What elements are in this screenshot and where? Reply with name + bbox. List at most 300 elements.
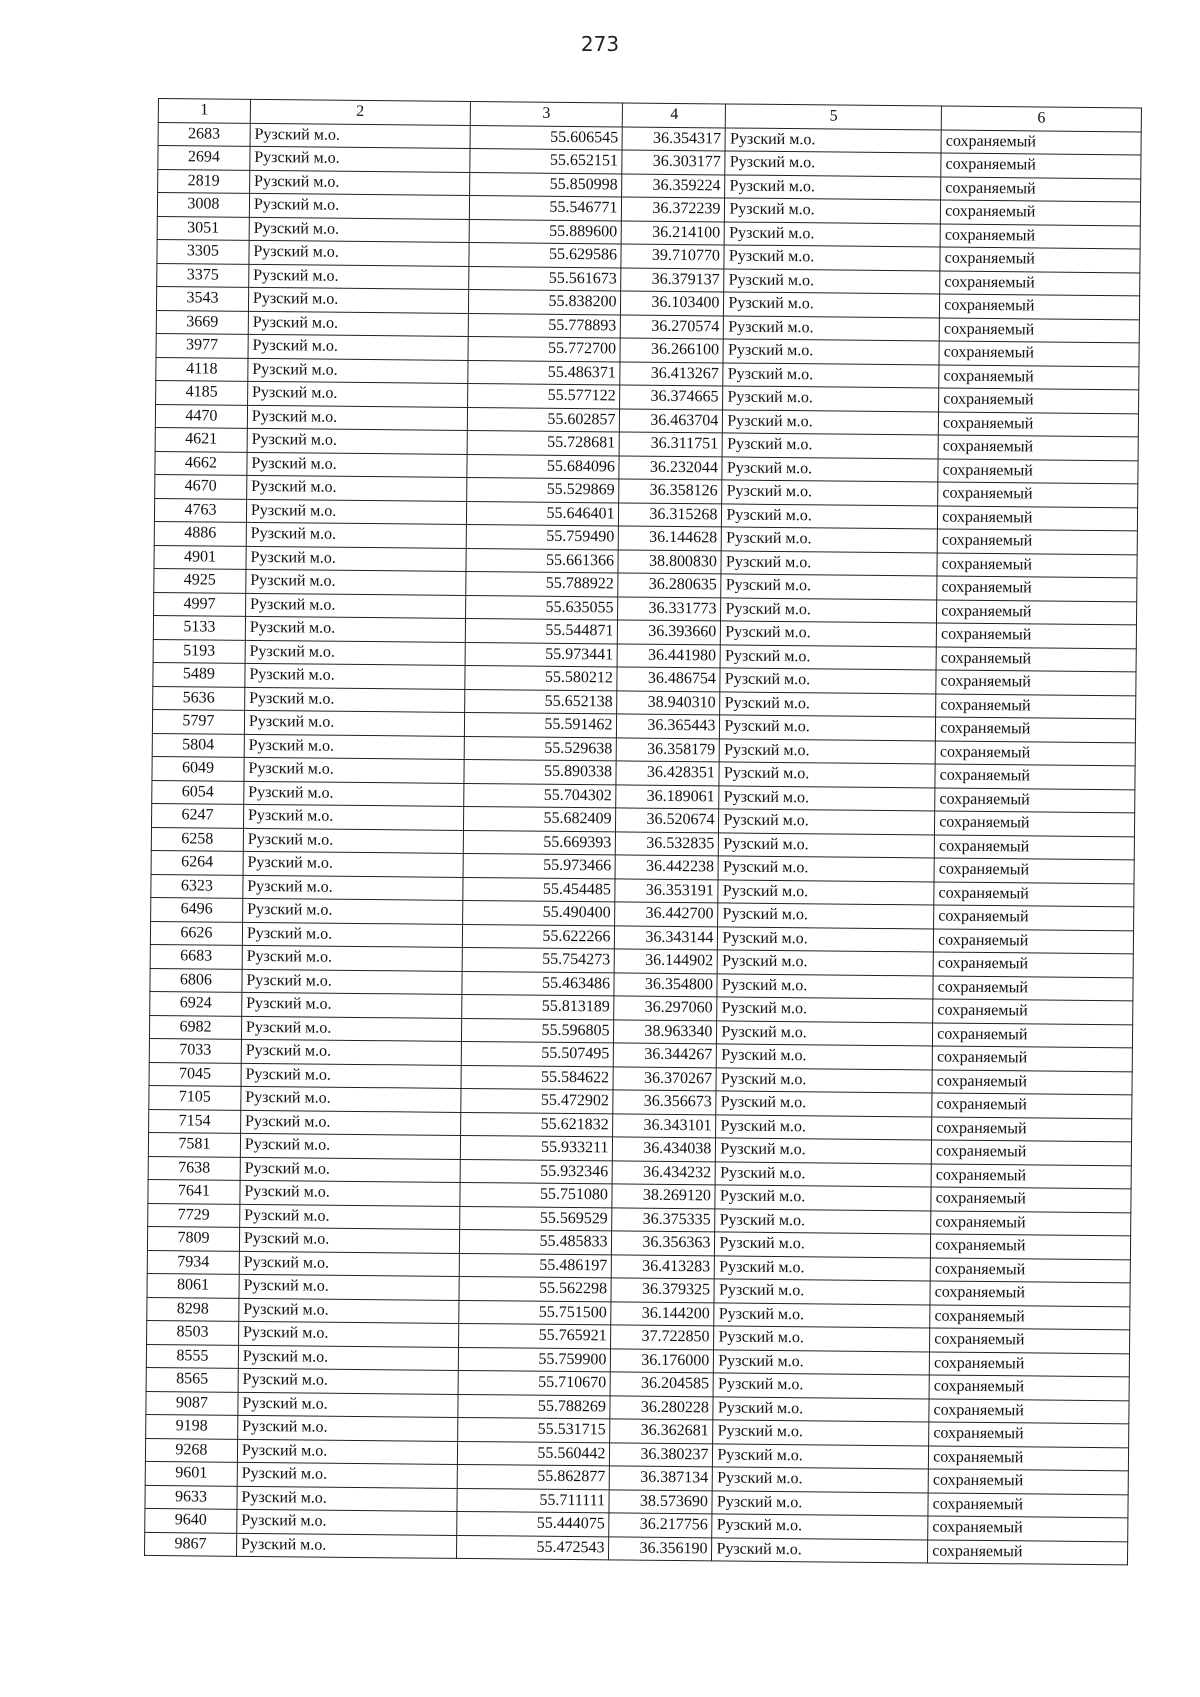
status-cell: сохраняемый [941, 130, 1141, 155]
object-number-cell: 6982 [149, 1015, 241, 1039]
municipality-cell: Рузский м.о. [239, 1227, 459, 1253]
latitude-cell: 55.933211 [460, 1135, 613, 1160]
location-cell: Рузский м.о. [723, 386, 939, 412]
object-number-cell: 9640 [145, 1508, 237, 1532]
page-number: 273 [580, 32, 620, 56]
latitude-cell: 55.759900 [458, 1347, 611, 1372]
object-number-cell: 7638 [148, 1156, 240, 1180]
location-cell: Рузский м.о. [715, 1255, 931, 1281]
latitude-cell: 55.463486 [462, 971, 615, 996]
location-cell: Рузский м.о. [720, 715, 936, 741]
latitude-cell: 55.772700 [468, 336, 621, 361]
longitude-cell: 36.331773 [618, 596, 721, 620]
longitude-cell: 37.722850 [611, 1325, 714, 1349]
longitude-cell: 36.393660 [618, 620, 721, 644]
longitude-cell: 36.486754 [617, 667, 720, 691]
status-cell: сохраняемый [939, 341, 1139, 366]
longitude-cell: 36.344267 [614, 1043, 717, 1067]
location-cell: Рузский м.о. [721, 621, 937, 647]
status-cell: сохраняемый [935, 811, 1135, 836]
municipality-cell: Рузский м.о. [237, 1486, 457, 1512]
location-cell: Рузский м.о. [712, 1490, 928, 1516]
object-number-cell: 3977 [156, 333, 248, 357]
municipality-cell: Рузский м.о. [244, 710, 464, 736]
latitude-cell: 55.486371 [467, 360, 620, 385]
location-cell: Рузский м.о. [714, 1349, 930, 1375]
location-cell: Рузский м.о. [722, 433, 938, 459]
status-cell: сохраняемый [931, 1163, 1131, 1188]
municipality-cell: Рузский м.о. [242, 898, 462, 924]
municipality-cell: Рузский м.о. [242, 945, 462, 971]
object-number-cell: 7809 [147, 1226, 239, 1250]
longitude-cell: 38.940310 [617, 690, 720, 714]
municipality-cell: Рузский м.о. [246, 546, 466, 572]
longitude-cell: 36.280228 [610, 1395, 713, 1419]
location-cell: Рузский м.о. [721, 574, 937, 600]
object-number-cell: 4763 [154, 498, 246, 522]
municipality-cell: Рузский м.о. [244, 757, 464, 783]
longitude-cell: 39.710770 [621, 244, 724, 268]
location-cell: Рузский м.о. [722, 503, 938, 529]
municipality-cell: Рузский м.о. [236, 1533, 456, 1559]
longitude-cell: 36.520674 [616, 808, 719, 832]
longitude-cell: 36.463704 [620, 408, 723, 432]
status-cell: сохраняемый [941, 177, 1141, 202]
object-number-cell: 2819 [158, 169, 250, 193]
object-number-cell: 4662 [155, 451, 247, 475]
latitude-cell: 55.652138 [464, 689, 617, 714]
longitude-cell: 38.573690 [609, 1489, 712, 1513]
latitude-cell: 55.490400 [462, 900, 615, 925]
location-cell: Рузский м.о. [725, 127, 941, 153]
latitude-cell: 55.788269 [457, 1394, 610, 1419]
location-cell: Рузский м.о. [719, 785, 935, 811]
status-cell: сохраняемый [929, 1375, 1129, 1400]
object-number-cell: 6258 [151, 827, 243, 851]
location-cell: Рузский м.о. [719, 762, 935, 788]
status-cell: сохраняемый [930, 1281, 1130, 1306]
object-number-cell: 6924 [150, 991, 242, 1015]
location-cell: Рузский м.о. [717, 997, 933, 1023]
municipality-cell: Рузский м.о. [237, 1439, 457, 1465]
latitude-cell: 55.788922 [465, 571, 618, 596]
municipality-cell: Рузский м.о. [239, 1251, 459, 1277]
status-cell: сохраняемый [933, 1022, 1133, 1047]
status-cell: сохраняемый [928, 1539, 1128, 1564]
longitude-cell: 36.370267 [613, 1066, 716, 1090]
municipality-cell: Рузский м.о. [240, 1204, 460, 1230]
status-cell: сохраняемый [937, 576, 1137, 601]
municipality-cell: Рузский м.о. [240, 1157, 460, 1183]
municipality-cell: Рузский м.о. [238, 1368, 458, 1394]
status-cell: сохраняемый [936, 717, 1136, 742]
location-cell: Рузский м.о. [724, 268, 940, 294]
municipality-cell: Рузский м.о. [245, 593, 465, 619]
object-number-cell: 7641 [148, 1179, 240, 1203]
status-cell: сохраняемый [935, 787, 1135, 812]
longitude-cell: 36.356363 [612, 1231, 715, 1255]
municipality-cell: Рузский м.о. [245, 640, 465, 666]
location-cell: Рузский м.о. [722, 480, 938, 506]
latitude-cell: 55.486197 [459, 1253, 612, 1278]
latitude-cell: 55.669393 [463, 830, 616, 855]
latitude-cell: 55.778893 [468, 313, 621, 338]
status-cell: сохраняемый [930, 1304, 1130, 1329]
longitude-cell: 38.963340 [614, 1019, 717, 1043]
longitude-cell: 36.144628 [619, 526, 722, 550]
object-number-cell: 5193 [153, 639, 245, 663]
latitude-cell: 55.710670 [458, 1370, 611, 1395]
municipality-cell: Рузский м.о. [249, 193, 469, 219]
object-number-cell: 9633 [145, 1485, 237, 1509]
longitude-cell: 36.303177 [622, 150, 725, 174]
municipality-cell: Рузский м.о. [238, 1345, 458, 1371]
longitude-cell: 36.144200 [611, 1301, 714, 1325]
municipality-cell: Рузский м.о. [238, 1321, 458, 1347]
longitude-cell: 36.214100 [622, 220, 725, 244]
longitude-cell: 36.343101 [613, 1113, 716, 1137]
status-cell: сохраняемый [940, 200, 1140, 225]
municipality-cell: Рузский м.о. [245, 687, 465, 713]
location-cell: Рузский м.о. [725, 221, 941, 247]
latitude-cell: 55.591462 [464, 712, 617, 737]
municipality-cell: Рузский м.о. [237, 1462, 457, 1488]
latitude-cell: 55.621832 [460, 1112, 613, 1137]
location-cell: Рузский м.о. [725, 174, 941, 200]
longitude-cell: 36.356673 [613, 1090, 716, 1114]
status-cell: сохраняемый [930, 1257, 1130, 1282]
object-number-cell: 5636 [153, 686, 245, 710]
status-cell: сохраняемый [931, 1140, 1131, 1165]
longitude-cell: 36.353191 [615, 878, 718, 902]
status-cell: сохраняемый [938, 506, 1138, 531]
object-number-cell: 4925 [154, 568, 246, 592]
column-header-2: 2 [250, 99, 470, 125]
status-cell: сохраняемый [938, 435, 1138, 460]
status-cell: сохраняемый [935, 740, 1135, 765]
municipality-cell: Рузский м.о. [240, 1180, 460, 1206]
location-cell: Рузский м.о. [714, 1279, 930, 1305]
municipality-cell: Рузский м.о. [243, 828, 463, 854]
latitude-cell: 55.932346 [460, 1159, 613, 1184]
object-number-cell: 9867 [145, 1532, 237, 1556]
location-cell: Рузский м.о. [718, 879, 934, 905]
longitude-cell: 36.204585 [611, 1372, 714, 1396]
object-number-cell: 8061 [147, 1273, 239, 1297]
location-cell: Рузский м.о. [717, 1020, 933, 1046]
status-cell: сохраняемый [937, 553, 1137, 578]
location-cell: Рузский м.о. [716, 1091, 932, 1117]
location-cell: Рузский м.о. [719, 809, 935, 835]
status-cell: сохраняемый [928, 1469, 1128, 1494]
location-cell: Рузский м.о. [714, 1326, 930, 1352]
latitude-cell: 55.973441 [465, 642, 618, 667]
municipality-cell: Рузский м.о. [243, 804, 463, 830]
object-number-cell: 9601 [145, 1461, 237, 1485]
object-number-cell: 4118 [156, 357, 248, 381]
location-cell: Рузский м.о. [724, 292, 940, 318]
status-cell: сохраняемый [934, 881, 1134, 906]
municipality-cell: Рузский м.о. [240, 1133, 460, 1159]
status-cell: сохраняемый [931, 1210, 1131, 1235]
municipality-cell: Рузский м.о. [238, 1392, 458, 1418]
status-cell: сохраняемый [929, 1445, 1129, 1470]
municipality-cell: Рузский м.о. [248, 358, 468, 384]
longitude-cell: 36.354800 [614, 972, 717, 996]
longitude-cell: 36.232044 [619, 455, 722, 479]
municipality-cell: Рузский м.о. [246, 569, 466, 595]
longitude-cell: 36.354317 [622, 126, 725, 150]
object-number-cell: 2683 [158, 122, 250, 146]
status-cell: сохраняемый [940, 271, 1140, 296]
location-cell: Рузский м.о. [713, 1396, 929, 1422]
object-number-cell: 4621 [155, 427, 247, 451]
object-number-cell: 5797 [152, 709, 244, 733]
municipality-cell: Рузский м.о. [242, 922, 462, 948]
object-number-cell: 4470 [155, 404, 247, 428]
status-cell: сохраняемый [935, 764, 1135, 789]
longitude-cell: 36.311751 [620, 432, 723, 456]
longitude-cell: 36.343144 [615, 925, 718, 949]
latitude-cell: 55.635055 [465, 595, 618, 620]
object-number-cell: 7581 [148, 1132, 240, 1156]
status-cell: сохраняемый [939, 388, 1139, 413]
latitude-cell: 55.862877 [457, 1464, 610, 1489]
status-cell: сохраняемый [934, 834, 1134, 859]
object-number-cell: 3051 [157, 216, 249, 240]
status-cell: сохраняемый [931, 1187, 1131, 1212]
municipality-cell: Рузский м.о. [238, 1415, 458, 1441]
object-number-cell: 4997 [154, 592, 246, 616]
municipality-cell: Рузский м.о. [249, 170, 469, 196]
object-number-cell: 7105 [149, 1085, 241, 1109]
location-cell: Рузский м.о. [715, 1208, 931, 1234]
latitude-cell: 55.507495 [461, 1041, 614, 1066]
municipality-cell: Рузский м.о. [247, 428, 467, 454]
location-cell: Рузский м.о. [716, 1114, 932, 1140]
object-number-cell: 7045 [149, 1062, 241, 1086]
latitude-cell: 55.472902 [460, 1088, 613, 1113]
latitude-cell: 55.682409 [463, 806, 616, 831]
longitude-cell: 36.532835 [616, 831, 719, 855]
latitude-cell: 55.646401 [466, 501, 619, 526]
longitude-cell: 36.413283 [612, 1254, 715, 1278]
latitude-cell: 55.472543 [456, 1535, 609, 1560]
longitude-cell: 36.442700 [615, 902, 718, 926]
column-header-4: 4 [623, 103, 726, 127]
latitude-cell: 55.531715 [457, 1417, 610, 1442]
latitude-cell: 55.602857 [467, 407, 620, 432]
longitude-cell: 36.365443 [617, 714, 720, 738]
status-cell: сохраняемый [939, 365, 1139, 390]
object-number-cell: 6054 [152, 780, 244, 804]
column-header-3: 3 [470, 101, 623, 126]
status-cell: сохраняемый [938, 412, 1138, 437]
municipality-cell: Рузский м.о. [240, 1110, 460, 1136]
location-cell: Рузский м.о. [716, 1067, 932, 1093]
table-body [145, 122, 1142, 1565]
latitude-cell: 55.454485 [462, 877, 615, 902]
longitude-cell: 36.413267 [620, 361, 723, 385]
longitude-cell: 36.297060 [614, 996, 717, 1020]
longitude-cell: 36.280635 [618, 573, 721, 597]
longitude-cell: 36.434038 [613, 1137, 716, 1161]
municipality-cell: Рузский м.о. [249, 217, 469, 243]
location-cell: Рузский м.о. [722, 527, 938, 553]
object-number-cell: 3543 [156, 286, 248, 310]
longitude-cell: 36.375335 [612, 1207, 715, 1231]
municipality-cell: Рузский м.о. [250, 146, 470, 172]
municipality-cell: Рузский м.о. [247, 381, 467, 407]
longitude-cell: 36.358179 [617, 737, 720, 761]
latitude-cell: 55.850998 [469, 172, 622, 197]
location-cell: Рузский м.о. [725, 198, 941, 224]
location-cell: Рузский м.о. [722, 456, 938, 482]
status-cell: сохраняемый [936, 646, 1136, 671]
object-number-cell: 7154 [149, 1109, 241, 1133]
municipality-cell: Рузский м.о. [239, 1274, 459, 1300]
status-cell: сохраняемый [939, 318, 1139, 343]
location-cell: Рузский м.о. [721, 597, 937, 623]
column-header-6: 6 [941, 106, 1141, 131]
status-cell: сохраняемый [928, 1516, 1128, 1541]
municipality-cell: Рузский м.о. [249, 264, 469, 290]
object-number-cell: 3305 [157, 239, 249, 263]
location-cell: Рузский м.о. [716, 1138, 932, 1164]
latitude-cell: 55.529869 [466, 477, 619, 502]
location-cell: Рузский м.о. [719, 832, 935, 858]
longitude-cell: 36.176000 [611, 1348, 714, 1372]
longitude-cell: 36.189061 [616, 784, 719, 808]
location-cell: Рузский м.о. [715, 1185, 931, 1211]
object-number-cell: 7729 [148, 1203, 240, 1227]
location-cell: Рузский м.о. [720, 738, 936, 764]
latitude-cell: 55.813189 [461, 994, 614, 1019]
status-cell: сохраняемый [932, 1046, 1132, 1071]
latitude-cell: 55.765921 [458, 1323, 611, 1348]
location-cell: Рузский м.о. [717, 973, 933, 999]
longitude-cell: 38.269120 [612, 1184, 715, 1208]
longitude-cell: 36.441980 [618, 643, 721, 667]
location-cell: Рузский м.о. [720, 668, 936, 694]
object-number-cell: 8298 [147, 1297, 239, 1321]
status-cell: сохраняемый [933, 928, 1133, 953]
latitude-cell: 55.629586 [469, 242, 622, 267]
object-number-cell: 4886 [154, 521, 246, 545]
latitude-cell: 55.544871 [465, 618, 618, 643]
object-number-cell: 7033 [149, 1038, 241, 1062]
status-cell: сохраняемый [936, 693, 1136, 718]
status-cell: сохраняемый [936, 670, 1136, 695]
municipality-cell: Рузский м.о. [250, 123, 470, 149]
object-number-cell: 5804 [152, 733, 244, 757]
municipality-cell: Рузский м.о. [243, 875, 463, 901]
municipality-cell: Рузский м.о. [241, 1039, 461, 1065]
municipality-cell: Рузский м.о. [241, 1086, 461, 1112]
object-number-cell: 2694 [158, 146, 250, 170]
longitude-cell: 36.442238 [615, 855, 718, 879]
longitude-cell: 36.359224 [622, 173, 725, 197]
location-cell: Рузский м.о. [713, 1443, 929, 1469]
latitude-cell: 55.751500 [458, 1300, 611, 1325]
location-cell: Рузский м.о. [712, 1514, 928, 1540]
object-number-cell: 5489 [153, 662, 245, 686]
municipality-cell: Рузский м.о. [246, 522, 466, 548]
longitude-cell: 36.356190 [609, 1536, 712, 1560]
municipality-cell: Рузский м.о. [249, 240, 469, 266]
longitude-cell: 36.270574 [621, 314, 724, 338]
object-number-cell: 6806 [150, 968, 242, 992]
latitude-cell: 55.529638 [464, 736, 617, 761]
latitude-cell: 55.754273 [462, 947, 615, 972]
location-cell: Рузский м.о. [718, 856, 934, 882]
location-cell: Рузский м.о. [723, 362, 939, 388]
municipality-cell: Рузский м.о. [248, 334, 468, 360]
longitude-cell: 36.315268 [619, 502, 722, 526]
latitude-cell: 55.728681 [467, 430, 620, 455]
longitude-cell: 36.379325 [611, 1278, 714, 1302]
object-number-cell: 3375 [157, 263, 249, 287]
municipality-cell: Рузский м.о. [241, 1016, 461, 1042]
latitude-cell: 55.596805 [461, 1018, 614, 1043]
object-number-cell: 3008 [157, 193, 249, 217]
object-number-cell: 6049 [152, 756, 244, 780]
longitude-cell: 36.144902 [615, 949, 718, 973]
location-cell: Рузский м.о. [713, 1467, 929, 1493]
object-number-cell: 6496 [151, 897, 243, 921]
latitude-cell: 55.546771 [469, 195, 622, 220]
latitude-cell: 55.577122 [467, 383, 620, 408]
longitude-cell: 36.428351 [616, 761, 719, 785]
municipality-cell: Рузский м.о. [247, 452, 467, 478]
longitude-cell: 36.217756 [609, 1513, 712, 1537]
municipality-cell: Рузский м.о. [242, 992, 462, 1018]
status-cell: сохраняемый [934, 905, 1134, 930]
status-cell: сохраняемый [931, 1234, 1131, 1259]
status-cell: сохраняемый [937, 529, 1137, 554]
object-number-cell: 4185 [156, 380, 248, 404]
location-cell: Рузский м.о. [724, 245, 940, 271]
location-cell: Рузский м.о. [724, 315, 940, 341]
latitude-cell: 55.561673 [468, 266, 621, 291]
location-cell: Рузский м.о. [717, 1044, 933, 1070]
municipality-cell: Рузский м.о. [246, 499, 466, 525]
latitude-cell: 55.652151 [469, 148, 622, 173]
municipality-cell: Рузский м.о. [245, 663, 465, 689]
location-cell: Рузский м.о. [718, 926, 934, 952]
location-cell: Рузский м.о. [715, 1232, 931, 1258]
status-cell: сохраняемый [928, 1492, 1128, 1517]
object-number-cell: 4670 [155, 474, 247, 498]
location-cell: Рузский м.о. [723, 409, 939, 435]
object-number-cell: 8565 [146, 1367, 238, 1391]
status-cell: сохраняемый [932, 1116, 1132, 1141]
location-cell: Рузский м.о. [713, 1373, 929, 1399]
location-cell: Рузский м.о. [723, 339, 939, 365]
location-cell: Рузский м.о. [712, 1537, 928, 1563]
latitude-cell: 55.973466 [463, 853, 616, 878]
municipality-cell: Рузский м.о. [247, 475, 467, 501]
municipality-cell: Рузский м.о. [237, 1509, 457, 1535]
registry-table [144, 98, 1142, 1565]
latitude-cell: 55.562298 [459, 1276, 612, 1301]
location-cell: Рузский м.о. [713, 1420, 929, 1446]
status-cell: сохраняемый [930, 1328, 1130, 1353]
location-cell: Рузский м.о. [718, 950, 934, 976]
object-number-cell: 9268 [145, 1438, 237, 1462]
status-cell: сохраняемый [934, 858, 1134, 883]
status-cell: сохраняемый [929, 1351, 1129, 1376]
